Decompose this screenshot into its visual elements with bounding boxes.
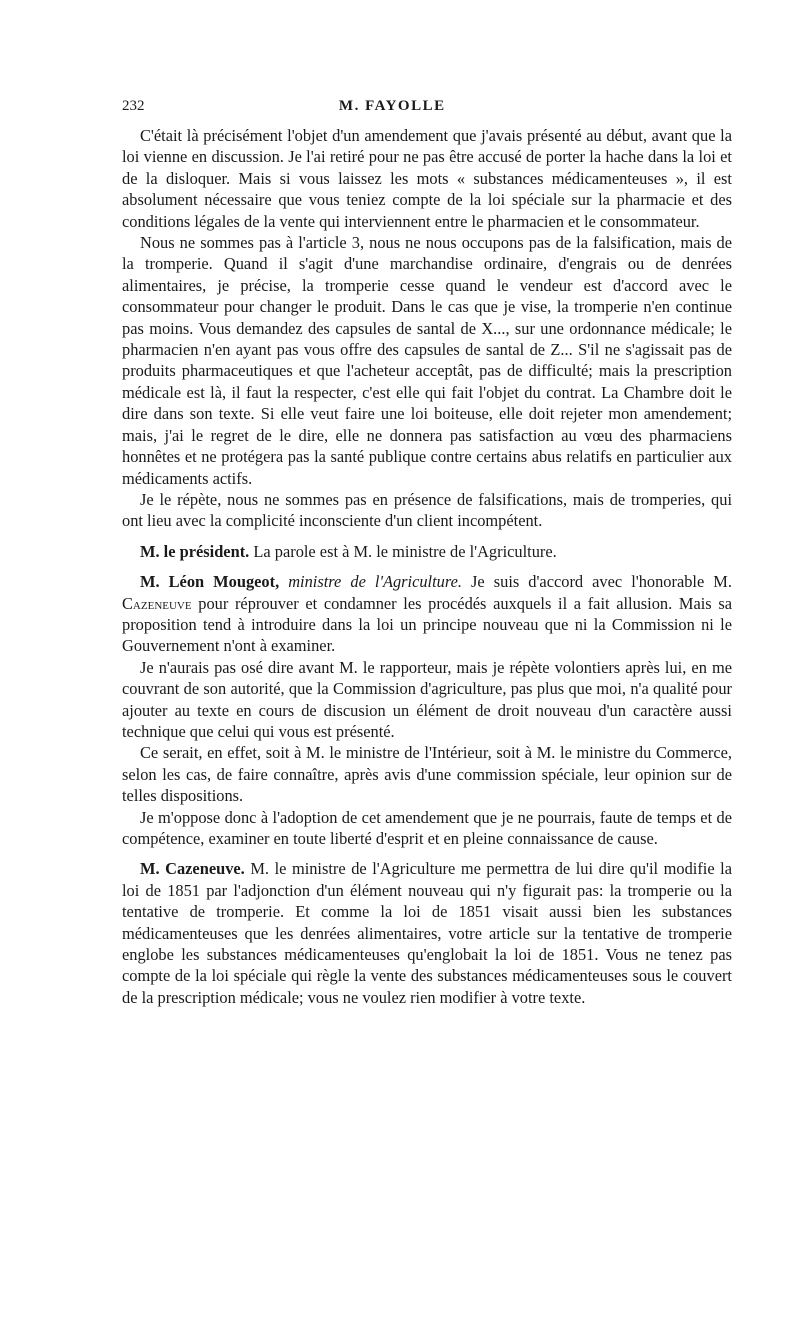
cazeneuve-speech [122, 858, 732, 1008]
speaker-name: M. Cazeneuve. [140, 859, 245, 879]
speech-text: Je suis d'accord avec l'honorable M. [471, 572, 732, 592]
president-speech [122, 541, 732, 562]
speech-text: pour réprouver et condamner les procédés auxquels il a fait allusion. Mais sa proposition tend à introduire dans la loi un principe nouveau que ni la Commission ni le Gouvernement n'ont à examiner. [122, 593, 732, 656]
named-deputy: Cazeneuve [122, 593, 192, 613]
paragraph: Je le répète, nous ne sommes pas en présence de falsifications, mais de tromperies, qui ont lieu avec la complicité inconsciente d'un client incompétent. [122, 489, 732, 531]
page-header [122, 96, 732, 120]
paragraph: C'était là précisément l'objet d'un amendement que j'avais présenté au début, avant que la loi vienne en discussion. Je l'ai retiré pour ne pas être accusé de porter la hache dans la loi et de la disloquer. Mais si vous laissez les mots « substances médicamenteuses », il est absolument nécessaire que vous teniez compte de la loi spéciale sur la pharmacie et des conditions légales de la vente qui interviennent entre le pharmacien et le consommateur. [122, 126, 732, 231]
speaker-name: M. Léon Mougeot, [140, 572, 280, 592]
speech-text: La parole est à M. le ministre de l'Agriculture. [253, 541, 557, 561]
paragraph: Je n'aurais pas osé dire avant M. le rapporteur, mais je répète volontiers après lui, en me couvrant de son autorité, que la Commission d'agriculture, pas plus que moi, n'a qualité pour ajouter au texte en cours de discusion un élément de droit nouveau d'un caractère aussi technique que celui qui vous est présenté. [122, 657, 732, 741]
speaker-name: M. le président. [140, 541, 250, 561]
paragraph: Nous ne sommes pas à l'article 3, nous ne nous occupons pas de la falsification, mais de la tromperie. Quand il s'agit d'une marchandise ordinaire, d'engrais ou de denrées alimentaires, je précise, la tromperie cesse quand le vendeur est d'accord avec le consommateur pour changer le produit. Dans le cas que je vise, la tromperie n'en continue pas moins. Vous demandez des capsules de santal de X..., sur une ordonnance médicale; le pharmacien n'en ayant pas vous offre des capsules de santal de Z... S'il ne s'agissait pas de produits pharmaceutiques et que l'acheteur acceptât, pas de difficulté; mais la prescription médicale est là, il faut la respecter, c'est elle qui fait l'objet du contrat. La Chambre doit le dire dans son texte. Si elle veut faire une loi boiteuse, elle doit rejeter mon amendement; mais, j'ai le regret de le dire, elle ne donnera pas satisfaction au vœu des pharmaciens honnêtes et ne protégera pas la santé publique contre certains abus relatifs en particulier aux médicaments actifs. [122, 233, 732, 488]
speech-text: M. le ministre de l'Agriculture me permettra de lui dire qu'il modifie la loi de 1851 par l'adjonction d'un élément nouveau qui n'y figurait pas: la tromperie ou la tentative de tromperie. Et comme la loi de 1851 visait aussi bien les substances médicamenteuses que les denrées alimentaires, votre article sur la tentative de tromperie englobe les substances médicamenteuses qu'englobait la loi de 1851. Vous ne tenez pas compte de la loi spéciale qui règle la vente des substances médicamenteuses sous le couvert de la prescription médicale; vous ne voulez rien modifier à votre texte. [122, 859, 732, 1007]
running-head: M. FAYOLLE [338, 98, 446, 114]
document-page [122, 96, 732, 1008]
speaker-role: ministre de l'Agriculture. [288, 572, 462, 592]
page-number: 232 [122, 98, 145, 114]
mougeot-speech [122, 571, 732, 657]
paragraph: Je m'oppose donc à l'adoption de cet amendement que je ne pourrais, faute de temps et de compétence, examiner en toute liberté d'esprit et en pleine connaissance de cause. [122, 807, 732, 848]
paragraph: Ce serait, en effet, soit à M. le ministre de l'Intérieur, soit à M. le ministre du Commerce, selon les cas, de faire connaître, après avis d'une commission spéciale, leur opinion sur de telles dispositions. [122, 743, 732, 806]
